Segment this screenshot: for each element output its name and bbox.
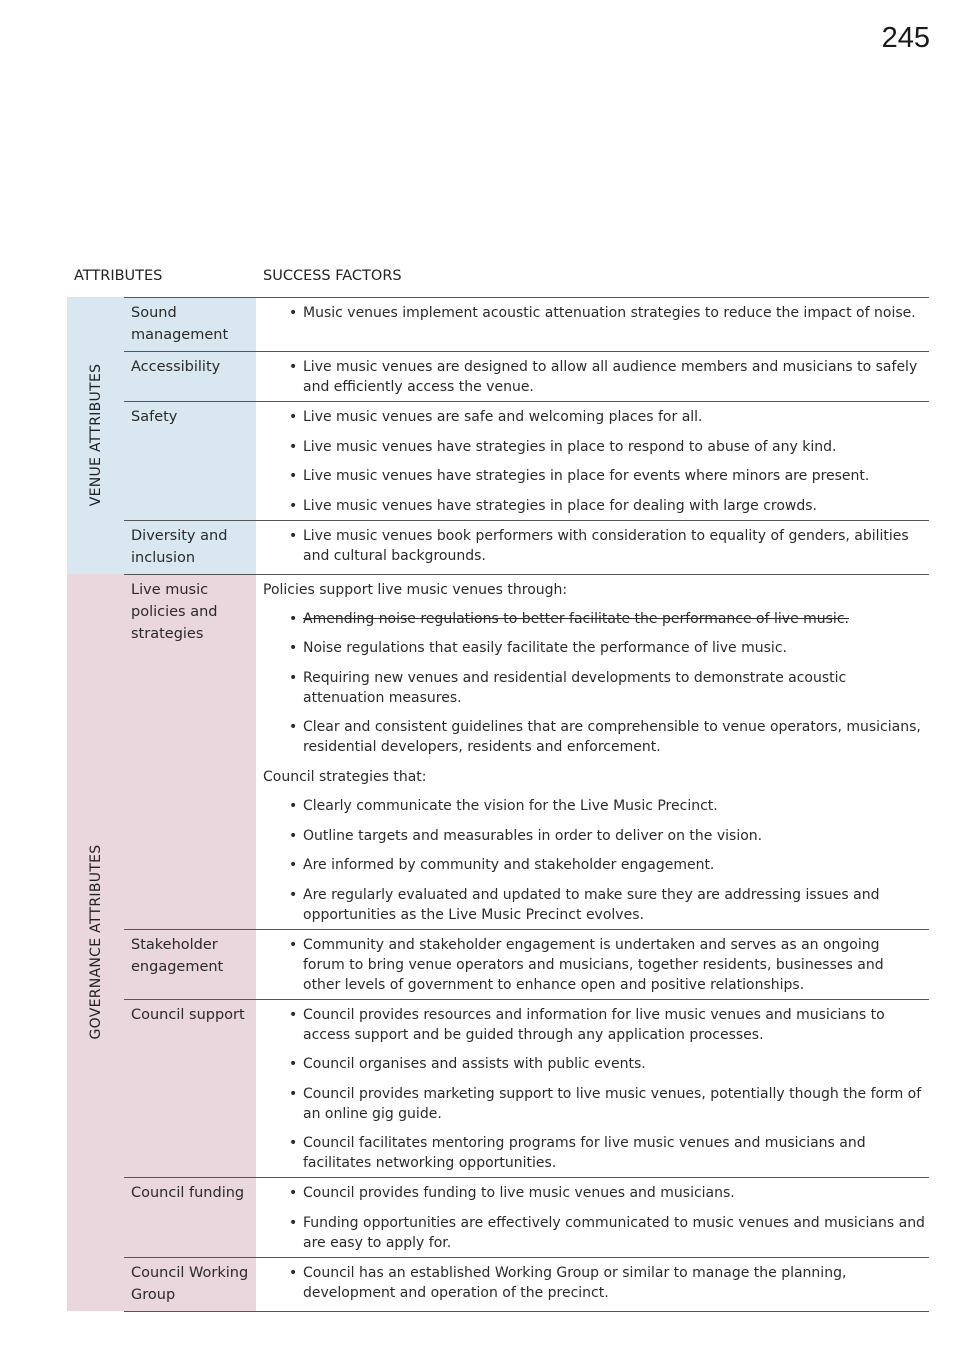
- list-item: • Live music venues book performers with consideration to equality of genders, abilities and cultural backgrounds.: [263, 526, 925, 566]
- venue-attributes-group: [67, 297, 929, 574]
- factors-cell: [256, 521, 929, 574]
- table-bottom-rule: [124, 1311, 929, 1312]
- list-item: • Are informed by community and stakeholder engagement.: [263, 855, 925, 875]
- factors-cell: [256, 298, 929, 351]
- list-item: • Live music venues are designed to allow all audience members and musicians to safely and efficiently access the venue.: [263, 357, 925, 397]
- list-item: • Outline targets and measurables in order to deliver on the vision.: [263, 826, 925, 846]
- list-item: • Council provides resources and information for live music venues and musicians to access support and be guided through any application processes.: [263, 1005, 925, 1045]
- attributes-header: ATTRIBUTES: [74, 268, 163, 284]
- factors-cell: [256, 352, 929, 401]
- venue-group-label: [67, 297, 124, 574]
- list-item: • Live music venues are safe and welcoming places for all.: [263, 407, 925, 427]
- success-factors-header: SUCCESS FACTORS: [263, 268, 402, 284]
- table-row: [124, 520, 929, 574]
- attribute-cell: Sound management: [124, 298, 256, 351]
- list-item: • Funding opportunities are effectively communicated to music venues and musicians and are easy to apply for.: [263, 1213, 925, 1253]
- list-item: • Clearly communicate the vision for the Live Music Precinct.: [263, 796, 925, 816]
- list-item: • Council facilitates mentoring programs for live music venues and musicians and facilitates networking opportunities.: [263, 1133, 925, 1173]
- list-item: • Community and stakeholder engagement is undertaken and serves as an ongoing forum to bring venue operators and musicians, together residents, businesses and other levels of government to enhance open and positive relationships.: [263, 935, 925, 995]
- list-item: • Live music venues have strategies in place for dealing with large crowds.: [263, 496, 925, 516]
- table-row: [124, 297, 929, 351]
- table-row: [124, 351, 929, 401]
- list-item: • Noise regulations that easily facilitate the performance of live music.: [263, 638, 925, 658]
- table-row: [124, 1257, 929, 1311]
- list-item: • Council provides marketing support to live music venues, potentially though the form of an online gig guide.: [263, 1084, 925, 1124]
- governance-rows: [124, 574, 929, 1311]
- venue-group-label-text: VENUE ATTRIBUTES: [87, 363, 104, 507]
- attribute-cell: Diversity and inclusion: [124, 521, 256, 574]
- list-item: • Live music venues have strategies in place for events where minors are present.: [263, 466, 925, 486]
- attribute-cell: Accessibility: [124, 352, 256, 401]
- list-item-struck: • Amending noise regulations to better facilitate the performance of live music.: [263, 609, 925, 629]
- list-item: • Are regularly evaluated and updated to make sure they are addressing issues and opportunities as the Live Music Precinct evolves.: [263, 885, 925, 925]
- table-row: [124, 1177, 929, 1257]
- governance-attributes-group: [67, 574, 929, 1311]
- venue-rows: [124, 297, 929, 574]
- policies-intro: Policies support live music venues through:: [263, 581, 568, 598]
- governance-group-label-text: GOVERNANCE ATTRIBUTES: [87, 844, 104, 1040]
- list-item: • Council has an established Working Group or similar to manage the planning, development and operation of the precinct.: [263, 1263, 925, 1303]
- list-item: • Clear and consistent guidelines that are comprehensible to venue operators, musicians, residential developers, residents and enforcement.: [263, 717, 925, 757]
- attribute-cell: Live music policies and strategies: [124, 575, 256, 929]
- table-row: [124, 574, 929, 929]
- list-item: • Council provides funding to live music venues and musicians.: [263, 1183, 925, 1203]
- success-factors-table: [67, 297, 929, 1312]
- column-headers: [0, 268, 956, 288]
- factors-cell: [256, 930, 929, 999]
- governance-group-label: [67, 574, 124, 1311]
- attribute-cell: Council support: [124, 1000, 256, 1178]
- factors-cell: [256, 1178, 929, 1257]
- factors-cell: [256, 1000, 929, 1178]
- attribute-cell: Stakeholder engagement: [124, 930, 256, 999]
- factors-cell: [256, 575, 929, 929]
- attribute-cell: Council funding: [124, 1178, 256, 1257]
- strategies-intro: Council strategies that:: [263, 769, 427, 785]
- factors-cell: [256, 402, 929, 520]
- table-row: [124, 929, 929, 999]
- list-item: • Music venues implement acoustic attenuation strategies to reduce the impact of noise.: [263, 303, 925, 323]
- table-row: [124, 401, 929, 520]
- attribute-cell: Safety: [124, 402, 256, 520]
- list-item: • Live music venues have strategies in place to respond to abuse of any kind.: [263, 437, 925, 457]
- list-item: • Council organises and assists with public events.: [263, 1054, 925, 1074]
- factors-cell: [256, 1258, 929, 1311]
- attribute-cell: Council Working Group: [124, 1258, 256, 1311]
- list-item: • Requiring new venues and residential developments to demonstrate acoustic attenuation measures.: [263, 668, 925, 708]
- page-number: 245: [881, 22, 930, 54]
- table-row: [124, 999, 929, 1178]
